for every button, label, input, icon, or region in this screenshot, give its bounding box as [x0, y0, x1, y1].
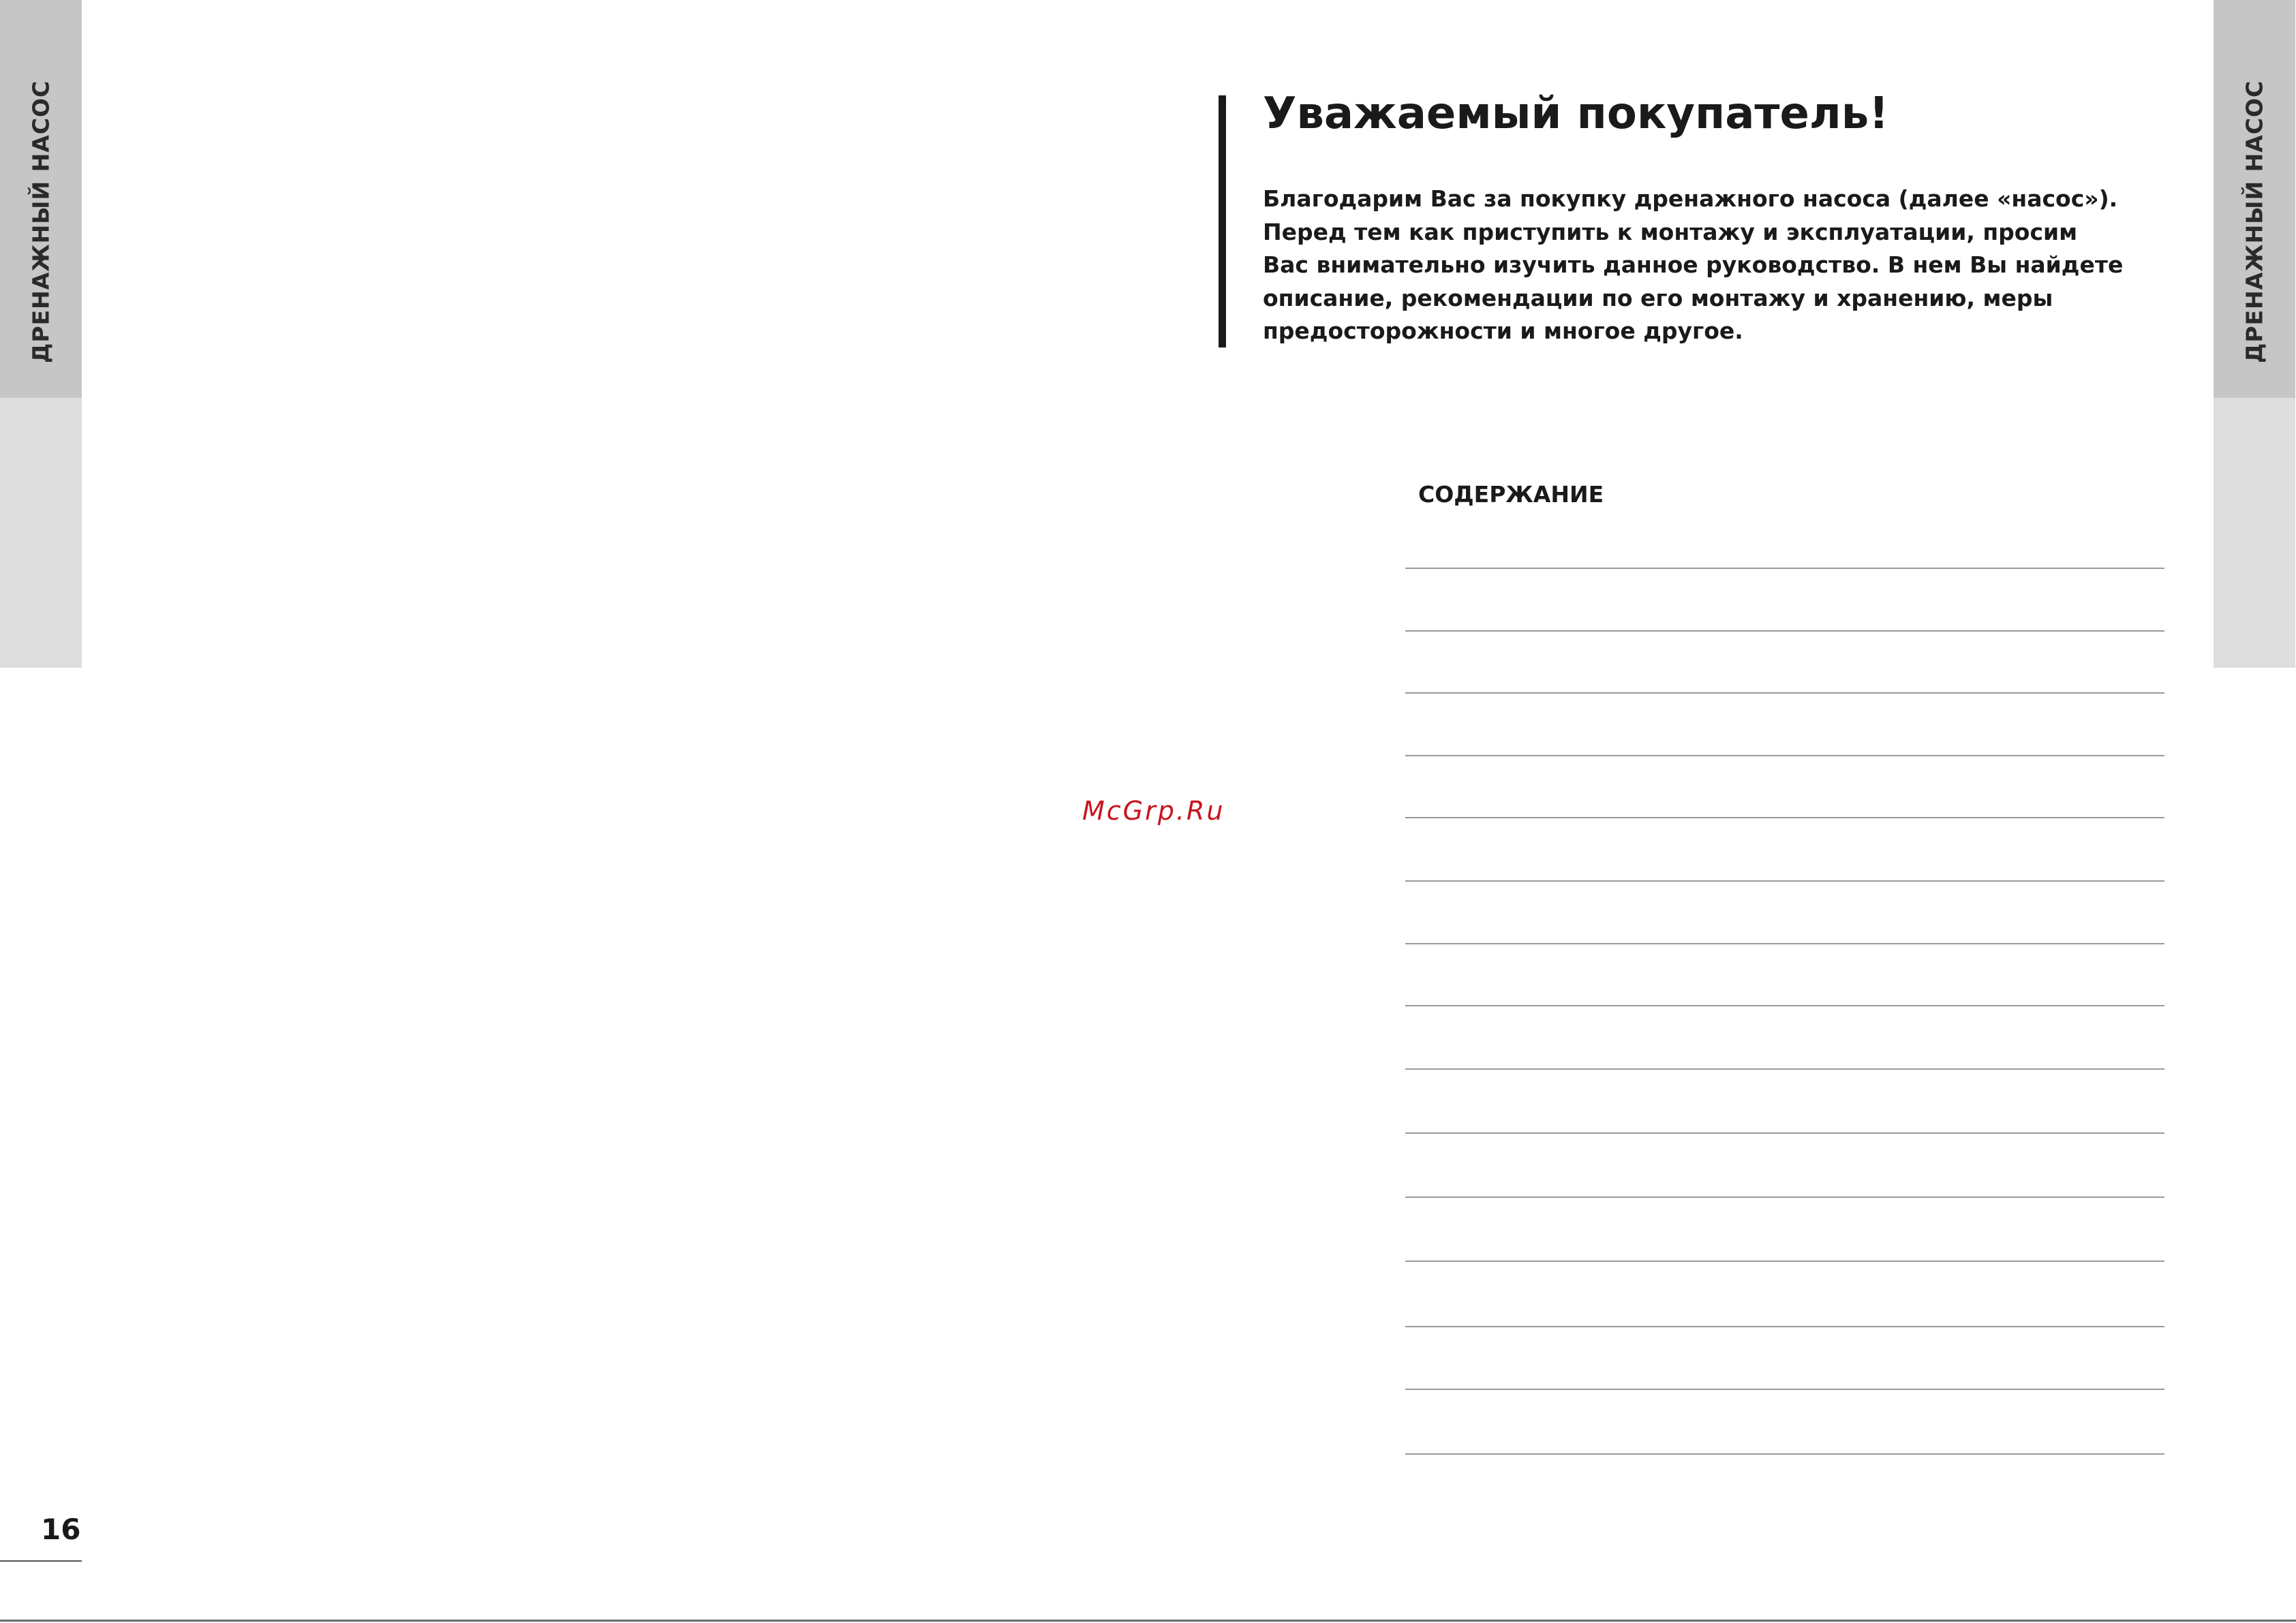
toc-rule	[1405, 692, 2164, 694]
greeting-accent-bar	[1219, 95, 1226, 347]
page-number: 16	[41, 1513, 81, 1546]
greeting-line: описание, рекомендации по его монтажу и хранению, меры	[1263, 284, 2053, 311]
watermark: McGrp.Ru	[1082, 796, 1225, 826]
page-number-rule	[0, 1560, 82, 1562]
greeting-title: Уважаемый покупатель!	[1263, 89, 1889, 139]
toc-rule	[1405, 1132, 2164, 1134]
toc-rule	[1405, 755, 2164, 756]
toc-rule	[1405, 1453, 2164, 1455]
toc-rule	[1405, 1389, 2164, 1390]
toc-rule	[1405, 943, 2164, 944]
left-side-tab-lower	[0, 398, 82, 668]
toc-rule	[1405, 817, 2164, 818]
left-tab-label: ДРЕНАЖНЫЙ НАСОС	[27, 80, 55, 363]
right-tab-label: ДРЕНАЖНЫЙ НАСОС	[2241, 80, 2268, 363]
toc-rule	[1405, 1068, 2164, 1070]
greeting-line: Благодарим Вас за покупку дренажного насоса (далее «насос»).	[1263, 185, 2118, 212]
greeting-line: Вас внимательно изучить данное руководство. В нем Вы найдете	[1263, 251, 2124, 278]
greeting-paragraph	[1263, 183, 2124, 348]
toc-rule	[1405, 1261, 2164, 1262]
toc-rule	[1405, 1326, 2164, 1327]
left-side-tab	[0, 0, 82, 398]
right-side-tab-lower	[2214, 398, 2295, 668]
toc-rule	[1405, 880, 2164, 882]
bottom-rule	[0, 1620, 2296, 1622]
toc-title: СОДЕРЖАНИЕ	[1418, 481, 1604, 508]
right-side-tab	[2214, 0, 2295, 398]
greeting-line: Перед тем как приступить к монтажу и эксплуатации, просим	[1263, 218, 2078, 245]
greeting-line: предосторожности и многое другое.	[1263, 318, 1743, 344]
toc-rule	[1405, 568, 2164, 569]
toc-rule	[1405, 1196, 2164, 1198]
toc-rule	[1405, 1005, 2164, 1006]
toc-rule	[1405, 630, 2164, 632]
